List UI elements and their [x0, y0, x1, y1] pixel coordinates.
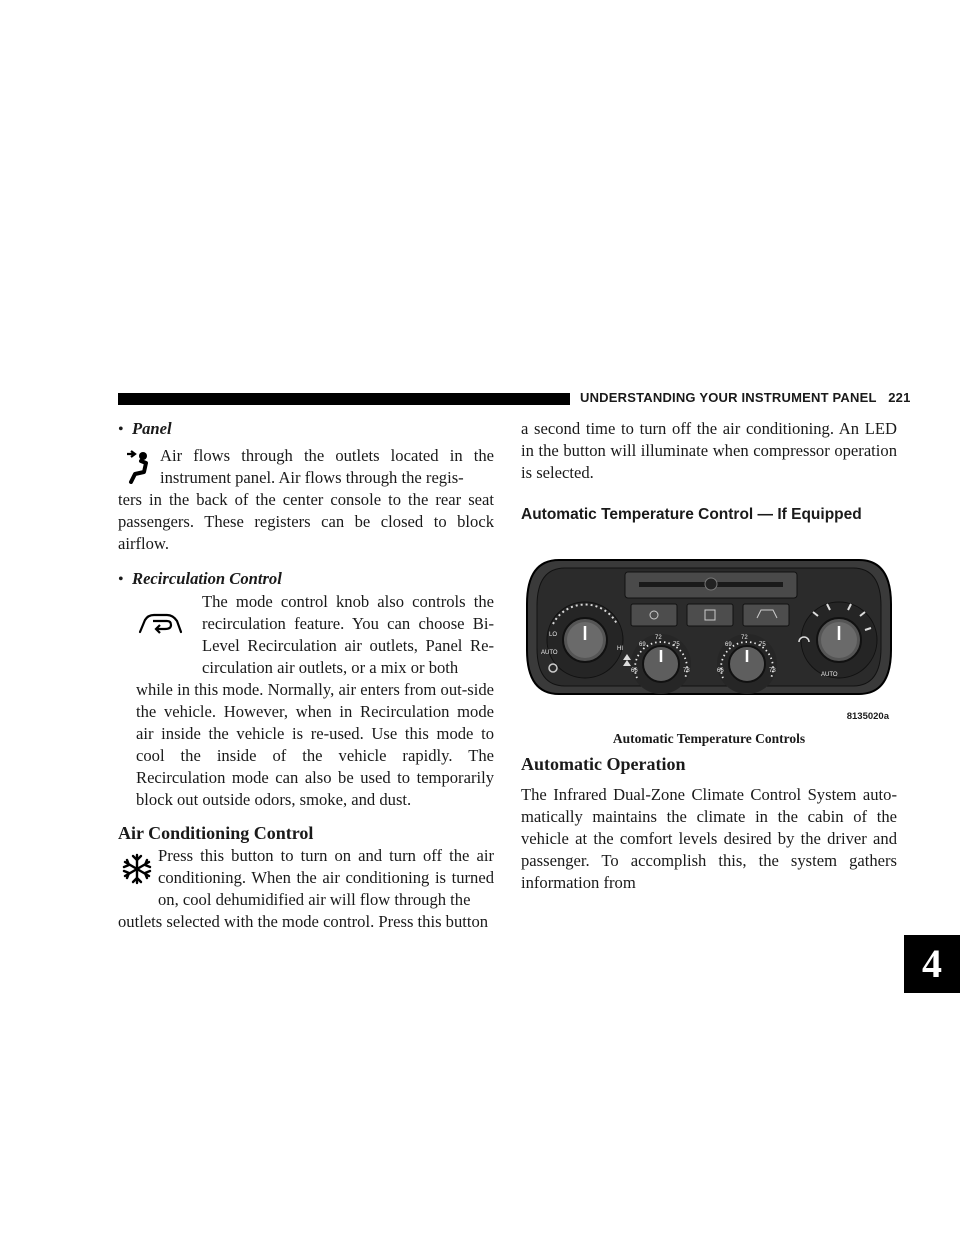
recirculation-section — [118, 591, 494, 811]
ac-text-c: a second time to turn off the air conditioning. An LED in the button will illuminate when compressor operation is selected. — [521, 419, 897, 482]
ac-text-b: outlets selected with the mode control. Press this button — [118, 912, 489, 931]
recirculation-heading: • Recirculation Control — [118, 569, 282, 588]
left-column — [118, 418, 494, 933]
passenger-69-label: 69 — [725, 642, 732, 648]
panel-heading: • Panel — [118, 419, 172, 438]
ac-heading: Air Conditioning Control — [118, 823, 314, 843]
knob-hi-label: HI — [617, 646, 623, 652]
passenger-75-label: 75 — [759, 642, 766, 648]
knob-lo-label: LO — [549, 632, 558, 638]
section-title: UNDERSTANDING YOUR INSTRUMENT PANEL — [580, 390, 877, 405]
ac-section — [118, 845, 494, 933]
panel-text-a: Air flows through the outlets located in the instrument panel. Air flows through the regis- — [160, 446, 494, 487]
recirculation-text-a: The mode control knob also controls the recirculation feature. You can choose Bi-Level Recirculation air outlets, Panel Re-circulation air outlets, or a mix or both — [202, 592, 494, 677]
passenger-72-label: 72 — [741, 635, 748, 641]
header-rule — [118, 393, 570, 405]
driver-69-label: 69 — [639, 642, 646, 648]
auto-operation-text: The Infrared Dual-Zone Climate Control System auto-matically maintains the climate in the cabin of the vehicle at the comfort levels desired by the driver and passenger. To accomplish this, the system gathers information from — [521, 785, 897, 892]
right-column — [521, 418, 897, 894]
driver-66-label: 66 — [631, 668, 638, 674]
panel-text-b: ters in the back of the center console to the rear seat passengers. These registers can be closed to block airflow. — [118, 490, 494, 553]
snowflake-icon — [118, 847, 156, 891]
mode-auto-label: AUTO — [821, 672, 838, 678]
page-number: 221 — [888, 390, 911, 405]
driver-75-label: 75 — [673, 642, 680, 648]
driver-72-label: 72 — [655, 635, 662, 641]
auto-operation-heading: Automatic Operation — [521, 754, 686, 774]
chapter-tab: 4 — [904, 935, 960, 993]
recirculation-text-b: while in this mode. Normally, air enters from out-side the vehicle. However, when in Recirculation mode air inside the vehicle is re-used. Use this mode to cool the inside of the vehicle rapidly. The Recirculation mode can also be used to temporarily block out outside odors, smoke, and dust. — [136, 680, 494, 809]
driver-78-label: 78 — [683, 668, 690, 674]
figure-id: 8135020a — [846, 711, 889, 722]
climate-control-figure — [521, 546, 897, 728]
passenger-66-label: 66 — [717, 668, 724, 674]
panel-section — [118, 445, 494, 555]
knob-auto-label: AUTO — [541, 650, 558, 656]
running-header — [580, 390, 911, 405]
climate-panel-illustration — [521, 546, 897, 716]
figure-caption: Automatic Temperature Controls — [612, 731, 806, 746]
passenger-78-label: 78 — [769, 668, 776, 674]
atc-heading: Automatic Temperature Control — If Equipped — [521, 506, 862, 523]
recirculation-icon — [118, 591, 202, 657]
panel-airflow-icon — [118, 445, 158, 489]
ac-text-a: Press this button to turn on and turn off the air conditioning. When the air conditioning is turned on, cool dehumidified air will flow through the — [158, 846, 494, 909]
